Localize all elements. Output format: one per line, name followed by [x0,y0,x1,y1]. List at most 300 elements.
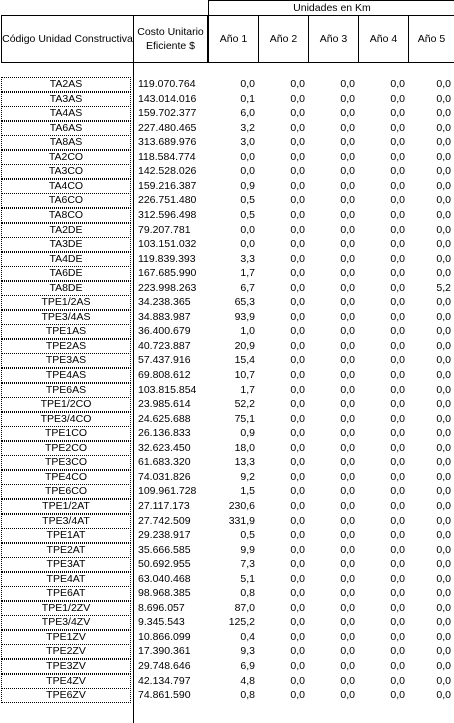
cell-year-1[interactable]: 10,7 [234,369,255,381]
cell-year-4[interactable]: 0,0 [390,630,405,643]
cell-year-4[interactable]: 0,0 [390,281,405,294]
cell-year-5[interactable]: 0,0 [436,383,451,396]
cell-year-3[interactable]: 0,0 [340,150,355,163]
cell-year-3[interactable]: 0,0 [340,601,355,614]
cell-code[interactable]: TPE3CO [1,455,131,470]
cell-cost[interactable]: 103.815.854 [138,383,197,396]
cell-year-3[interactable]: 0,0 [340,660,355,672]
cell-cost[interactable]: 118.584.774 [138,150,196,163]
cell-year-2[interactable]: 0,0 [290,616,305,629]
cell-year-3[interactable]: 0,0 [340,398,355,411]
cell-year-3[interactable]: 0,0 [340,369,355,381]
cell-year-1[interactable]: 6,0 [240,107,255,120]
cell-year-3[interactable]: 0,0 [340,383,355,396]
cell-code[interactable]: TPE4AS [1,368,131,383]
cell-code[interactable]: TPE2AS [1,339,131,354]
cell-year-2[interactable]: 0,0 [290,92,305,105]
cell-year-5[interactable]: 0,0 [436,78,451,90]
cell-year-2[interactable]: 0,0 [290,267,305,280]
cell-year-4[interactable]: 0,0 [390,529,405,542]
cell-year-5[interactable]: 0,0 [436,674,451,687]
cell-code[interactable]: TA3AS [1,92,131,107]
cell-year-1[interactable]: 1,0 [240,325,255,338]
cell-year-5[interactable]: 0,0 [436,267,451,280]
cell-year-2[interactable]: 0,0 [290,558,305,571]
cell-code[interactable]: TA6DE [1,266,131,281]
cell-year-5[interactable]: 0,0 [436,339,451,352]
cell-year-5[interactable]: 0,0 [436,398,451,411]
cell-year-2[interactable]: 0,0 [290,412,305,425]
cell-year-3[interactable]: 0,0 [340,310,355,323]
cell-year-4[interactable]: 0,0 [390,369,405,381]
cell-year-5[interactable]: 0,0 [436,456,451,469]
cell-year-5[interactable]: 0,0 [436,252,451,265]
cell-year-2[interactable]: 0,0 [290,150,305,163]
cell-cost[interactable]: 119.070.764 [138,78,196,90]
cell-year-1[interactable]: 20,9 [234,339,255,352]
cell-year-4[interactable]: 0,0 [390,572,405,585]
cell-year-4[interactable]: 0,0 [390,121,405,134]
cell-cost[interactable]: 42.134.797 [138,674,191,687]
cell-code[interactable]: TPE4AT [1,572,131,587]
cell-year-3[interactable]: 0,0 [340,165,355,178]
cell-year-5[interactable]: 0,0 [436,354,451,367]
cell-year-5[interactable]: 0,0 [436,514,451,527]
cell-year-3[interactable]: 0,0 [340,339,355,352]
cell-cost[interactable]: 40.723.887 [138,339,191,352]
cell-code[interactable]: TPE1CO [1,426,131,441]
cell-year-5[interactable]: 0,0 [436,136,451,149]
cell-year-5[interactable]: 0,0 [436,587,451,600]
cell-year-5[interactable]: 0,0 [436,499,451,512]
cell-year-3[interactable]: 0,0 [340,208,355,221]
cell-cost[interactable]: 63.040.468 [138,572,191,585]
cell-year-1[interactable]: 0,1 [240,92,255,105]
cell-year-3[interactable]: 0,0 [340,238,355,251]
cell-year-3[interactable]: 0,0 [340,354,355,367]
cell-year-5[interactable]: 0,0 [436,572,451,585]
cell-year-2[interactable]: 0,0 [290,107,305,120]
cell-year-2[interactable]: 0,0 [290,529,305,542]
cell-code[interactable]: TPE6AS [1,383,131,398]
cell-year-5[interactable]: 0,0 [436,529,451,542]
cell-year-4[interactable]: 0,0 [390,179,405,192]
cell-year-1[interactable]: 230,6 [228,499,255,512]
cell-code[interactable]: TPE1/2AS [1,295,131,310]
cell-year-1[interactable]: 0,5 [240,194,255,207]
cell-year-2[interactable]: 0,0 [290,587,305,600]
cell-year-1[interactable]: 0,8 [240,587,255,600]
cell-cost[interactable]: 79.207.781 [138,223,191,236]
cell-cost[interactable]: 159.216.387 [138,179,197,192]
cell-year-1[interactable]: 15,4 [234,354,255,367]
cell-year-1[interactable]: 0,0 [240,165,255,178]
cell-cost[interactable]: 312.596.498 [138,208,197,221]
cell-year-2[interactable]: 0,0 [290,310,305,323]
cell-year-3[interactable]: 0,0 [340,179,355,192]
cell-code[interactable]: TPE6AT [1,586,131,601]
cell-year-4[interactable]: 0,0 [390,238,405,251]
cell-year-2[interactable]: 0,0 [290,674,305,687]
cell-year-3[interactable]: 0,0 [340,78,355,90]
cell-year-1[interactable]: 331,9 [228,514,255,527]
cell-year-5[interactable]: 0,0 [436,165,451,178]
cell-year-2[interactable]: 0,0 [290,514,305,527]
cell-year-3[interactable]: 0,0 [340,572,355,585]
cell-cost[interactable]: 223.998.263 [138,281,197,294]
cell-year-1[interactable]: 0,8 [240,689,255,702]
cell-year-5[interactable]: 0,0 [436,412,451,425]
cell-cost[interactable]: 34.883.987 [138,310,191,323]
cell-cost[interactable]: 32.623.450 [138,441,191,454]
cell-year-3[interactable]: 0,0 [340,267,355,280]
cell-year-3[interactable]: 0,0 [340,252,355,265]
cell-year-3[interactable]: 0,0 [340,499,355,512]
cell-year-2[interactable]: 0,0 [290,223,305,236]
cell-year-2[interactable]: 0,0 [290,369,305,381]
cell-cost[interactable]: 103.151.032 [138,238,197,251]
cell-year-1[interactable]: 0,4 [240,630,255,643]
cell-year-4[interactable]: 0,0 [390,208,405,221]
cell-year-1[interactable]: 9,3 [240,645,255,658]
cell-year-2[interactable]: 0,0 [290,689,305,702]
cell-year-4[interactable]: 0,0 [390,223,405,236]
cell-code[interactable]: TA2CO [1,150,131,165]
cell-cost[interactable]: 57.437.916 [138,354,191,367]
cell-year-3[interactable]: 0,0 [340,689,355,702]
cell-year-3[interactable]: 0,0 [340,296,355,309]
cell-year-1[interactable]: 0,5 [240,208,255,221]
cell-cost[interactable]: 226.751.480 [138,194,197,207]
cell-year-1[interactable]: 1,5 [240,485,255,498]
cell-year-1[interactable]: 3,2 [240,121,255,134]
cell-year-3[interactable]: 0,0 [340,121,355,134]
cell-code[interactable]: TPE6ZV [1,688,131,703]
cell-year-5[interactable]: 0,0 [436,325,451,338]
cell-year-4[interactable]: 0,0 [390,136,405,149]
cell-year-1[interactable]: 1,7 [240,267,255,280]
cell-year-4[interactable]: 0,0 [390,194,405,207]
cell-cost[interactable]: 109.961.728 [138,485,197,498]
cell-year-1[interactable]: 75,1 [234,412,255,425]
cell-year-3[interactable]: 0,0 [340,194,355,207]
cell-year-2[interactable]: 0,0 [290,354,305,367]
cell-year-4[interactable]: 0,0 [390,689,405,702]
cell-year-2[interactable]: 0,0 [290,441,305,454]
cell-code[interactable]: TPE3/4AS [1,310,131,325]
cell-year-3[interactable]: 0,0 [340,325,355,338]
cell-year-4[interactable]: 0,0 [390,339,405,352]
cell-year-1[interactable]: 1,7 [240,383,255,396]
cell-year-2[interactable]: 0,0 [290,165,305,178]
cell-year-2[interactable]: 0,0 [290,136,305,149]
cell-year-4[interactable]: 0,0 [390,660,405,672]
cell-year-5[interactable]: 0,0 [436,223,451,236]
cell-cost[interactable]: 36.400.679 [138,325,191,338]
cell-year-5[interactable]: 0,0 [436,558,451,571]
cell-year-4[interactable]: 0,0 [390,616,405,629]
cell-year-5[interactable]: 0,0 [436,427,451,440]
cell-code[interactable]: TA8CO [1,208,131,223]
cell-year-5[interactable]: 0,0 [436,194,451,207]
cell-cost[interactable]: 313.689.976 [138,136,197,149]
cell-year-3[interactable]: 0,0 [340,281,355,294]
cell-cost[interactable]: 142.528.026 [138,165,197,178]
cell-cost[interactable]: 74.861.590 [138,689,191,702]
cell-year-3[interactable]: 0,0 [340,92,355,105]
cell-code[interactable]: TA4AS [1,106,131,121]
cell-code[interactable]: TPE1/2ZV [1,601,131,616]
cell-year-4[interactable]: 0,0 [390,78,405,90]
cell-year-1[interactable]: 0,0 [240,78,255,90]
cell-code[interactable]: TA8AS [1,135,131,150]
cell-cost[interactable]: 167.685.990 [138,267,197,280]
cell-cost[interactable]: 27.117.173 [138,499,190,512]
cell-year-5[interactable]: 0,0 [436,660,451,672]
cell-year-3[interactable]: 0,0 [340,558,355,571]
cell-cost[interactable]: 9.345.543 [138,616,185,629]
cell-year-5[interactable]: 0,0 [436,310,451,323]
cell-year-1[interactable]: 5,1 [240,572,255,585]
cell-year-4[interactable]: 0,0 [390,267,405,280]
cell-code[interactable]: TPE2AT [1,543,131,558]
cell-cost[interactable]: 74.031.826 [138,470,191,483]
cell-code[interactable]: TPE6CO [1,484,131,499]
cell-cost[interactable]: 17.390.361 [138,645,191,658]
cell-year-5[interactable]: 0,0 [436,441,451,454]
cell-code[interactable]: TPE3/4CO [1,412,131,427]
cell-code[interactable]: TA2AS [1,77,131,92]
cell-code[interactable]: TPE3AS [1,353,131,368]
cell-year-4[interactable]: 0,0 [390,558,405,571]
cell-year-3[interactable]: 0,0 [340,136,355,149]
cell-year-5[interactable]: 0,0 [436,543,451,556]
cell-cost[interactable]: 35.666.585 [138,543,191,556]
cell-year-4[interactable]: 0,0 [390,485,405,498]
cell-year-3[interactable]: 0,0 [340,470,355,483]
cell-cost[interactable]: 34.238.365 [138,296,191,309]
cell-year-2[interactable]: 0,0 [290,194,305,207]
cell-cost[interactable]: 29.238.917 [138,529,191,542]
cell-year-4[interactable]: 0,0 [390,107,405,120]
cell-code[interactable]: TA3DE [1,237,131,252]
cell-year-4[interactable]: 0,0 [390,427,405,440]
cell-year-5[interactable]: 0,0 [436,238,451,251]
cell-year-3[interactable]: 0,0 [340,616,355,629]
cell-year-1[interactable]: 52,2 [234,398,255,411]
cell-cost[interactable]: 119.839.393 [138,252,196,265]
cell-year-3[interactable]: 0,0 [340,630,355,643]
cell-year-3[interactable]: 0,0 [340,587,355,600]
cell-year-1[interactable]: 0,0 [240,150,255,163]
cell-cost[interactable]: 98.968.385 [138,587,191,600]
cell-year-4[interactable]: 0,0 [390,150,405,163]
cell-year-1[interactable]: 65,3 [234,296,255,309]
cell-cost[interactable]: 8.696.057 [138,601,185,614]
cell-year-5[interactable]: 0,0 [436,92,451,105]
cell-year-1[interactable]: 4,8 [240,674,255,687]
cell-year-2[interactable]: 0,0 [290,456,305,469]
cell-year-2[interactable]: 0,0 [290,427,305,440]
cell-code[interactable]: TPE4CO [1,470,131,485]
cell-year-5[interactable]: 0,0 [436,296,451,309]
cell-year-1[interactable]: 6,7 [240,281,255,294]
cell-code[interactable]: TA4CO [1,179,131,194]
cell-year-2[interactable]: 0,0 [290,543,305,556]
cell-year-1[interactable]: 7,3 [240,558,255,571]
cell-code[interactable]: TA4DE [1,252,131,267]
cell-cost[interactable]: 29.748.646 [138,660,191,672]
cell-year-4[interactable]: 0,0 [390,645,405,658]
cell-year-2[interactable]: 0,0 [290,470,305,483]
cell-year-4[interactable]: 0,0 [390,412,405,425]
cell-year-4[interactable]: 0,0 [390,601,405,614]
cell-year-1[interactable]: 87,0 [234,601,255,614]
cell-year-2[interactable]: 0,0 [290,645,305,658]
cell-year-4[interactable]: 0,0 [390,310,405,323]
cell-year-4[interactable]: 0,0 [390,165,405,178]
cell-year-5[interactable]: 0,0 [436,107,451,120]
cell-year-2[interactable]: 0,0 [290,398,305,411]
cell-year-4[interactable]: 0,0 [390,514,405,527]
cell-year-5[interactable]: 0,0 [436,369,451,381]
cell-year-1[interactable]: 0,5 [240,529,255,542]
cell-year-4[interactable]: 0,0 [390,543,405,556]
cell-year-5[interactable]: 5,2 [436,281,451,294]
cell-year-3[interactable]: 0,0 [340,441,355,454]
cell-year-1[interactable]: 93,9 [234,310,255,323]
cell-year-3[interactable]: 0,0 [340,456,355,469]
cell-cost[interactable]: 26.136.833 [138,427,191,440]
cell-year-1[interactable]: 9,9 [240,543,255,556]
cell-code[interactable]: TA6AS [1,121,131,136]
cell-year-1[interactable]: 0,0 [240,223,255,236]
cell-year-4[interactable]: 0,0 [390,441,405,454]
cell-code[interactable]: TPE3/4AT [1,514,131,529]
cell-year-4[interactable]: 0,0 [390,92,405,105]
cell-code[interactable]: TPE1/2CO [1,397,131,412]
cell-code[interactable]: TA8DE [1,281,131,296]
cell-year-3[interactable]: 0,0 [340,543,355,556]
cell-code[interactable]: TPE2CO [1,441,131,456]
cell-year-3[interactable]: 0,0 [340,427,355,440]
cell-cost[interactable]: 69.808.612 [138,369,191,381]
cell-year-4[interactable]: 0,0 [390,354,405,367]
cell-year-5[interactable]: 0,0 [436,485,451,498]
cell-code[interactable]: TA3CO [1,164,131,179]
cell-year-2[interactable]: 0,0 [290,630,305,643]
cell-year-2[interactable]: 0,0 [290,238,305,251]
cell-year-4[interactable]: 0,0 [390,383,405,396]
cell-cost[interactable]: 143.014.016 [138,92,197,105]
cell-year-4[interactable]: 0,0 [390,456,405,469]
cell-year-5[interactable]: 0,0 [436,470,451,483]
cell-year-2[interactable]: 0,0 [290,296,305,309]
cell-year-3[interactable]: 0,0 [340,485,355,498]
cell-year-5[interactable]: 0,0 [436,179,451,192]
cell-year-2[interactable]: 0,0 [290,208,305,221]
cell-code[interactable]: TPE3AT [1,557,131,572]
cell-code[interactable]: TA2DE [1,223,131,238]
cell-code[interactable]: TA6CO [1,193,131,208]
cell-year-2[interactable]: 0,0 [290,121,305,134]
cell-year-1[interactable]: 6,9 [240,660,255,672]
cell-cost[interactable]: 10.866.099 [138,630,191,643]
cell-cost[interactable]: 50.692.955 [138,558,191,571]
cell-year-1[interactable]: 13,3 [234,456,255,469]
cell-year-2[interactable]: 0,0 [290,281,305,294]
cell-year-5[interactable]: 0,0 [436,150,451,163]
cell-year-3[interactable]: 0,0 [340,412,355,425]
cell-year-4[interactable]: 0,0 [390,499,405,512]
cell-code[interactable]: TPE4ZV [1,674,131,689]
cell-cost[interactable]: 61.683.320 [138,456,191,469]
cell-cost[interactable]: 27.742.509 [138,514,191,527]
cell-year-2[interactable]: 0,0 [290,601,305,614]
cell-year-2[interactable]: 0,0 [290,179,305,192]
cell-year-2[interactable]: 0,0 [290,252,305,265]
cell-year-5[interactable]: 0,0 [436,630,451,643]
cell-year-1[interactable]: 0,9 [240,179,255,192]
cell-year-3[interactable]: 0,0 [340,107,355,120]
cell-year-3[interactable]: 0,0 [340,645,355,658]
cell-year-2[interactable]: 0,0 [290,325,305,338]
cell-year-3[interactable]: 0,0 [340,514,355,527]
cell-year-5[interactable]: 0,0 [436,689,451,702]
cell-year-1[interactable]: 3,0 [240,136,255,149]
cell-code[interactable]: TPE1AT [1,528,131,543]
cell-year-1[interactable]: 3,3 [240,252,255,265]
cell-cost[interactable]: 159.702.377 [138,107,197,120]
cell-year-4[interactable]: 0,0 [390,398,405,411]
cell-code[interactable]: TPE1/2AT [1,499,131,514]
cell-year-5[interactable]: 0,0 [436,121,451,134]
cell-cost[interactable]: 23.985.614 [138,398,191,411]
cell-year-3[interactable]: 0,0 [340,223,355,236]
cell-year-2[interactable]: 0,0 [290,485,305,498]
cell-code[interactable]: TPE1AS [1,324,131,339]
cell-year-2[interactable]: 0,0 [290,339,305,352]
cell-code[interactable]: TPE2ZV [1,644,131,659]
cell-year-1[interactable]: 18,0 [234,441,255,454]
cell-year-1[interactable]: 0,0 [240,238,255,251]
cell-year-2[interactable]: 0,0 [290,383,305,396]
cell-year-5[interactable]: 0,0 [436,616,451,629]
cell-year-4[interactable]: 0,0 [390,470,405,483]
cell-year-4[interactable]: 0,0 [390,252,405,265]
cell-year-5[interactable]: 0,0 [436,645,451,658]
cell-year-4[interactable]: 0,0 [390,674,405,687]
cell-cost[interactable]: 227.480.465 [138,121,197,134]
cell-year-2[interactable]: 0,0 [290,572,305,585]
cell-year-5[interactable]: 0,0 [436,208,451,221]
cell-year-4[interactable]: 0,0 [390,325,405,338]
cell-year-1[interactable]: 125,2 [228,616,255,629]
cell-year-2[interactable]: 0,0 [290,78,305,90]
cell-year-3[interactable]: 0,0 [340,674,355,687]
cell-code[interactable]: TPE1ZV [1,630,131,645]
cell-year-5[interactable]: 0,0 [436,601,451,614]
cell-year-4[interactable]: 0,0 [390,587,405,600]
cell-year-1[interactable]: 9,2 [240,470,255,483]
cell-year-4[interactable]: 0,0 [390,296,405,309]
cell-code[interactable]: TPE3ZV [1,659,131,674]
cell-year-2[interactable]: 0,0 [290,499,305,512]
cell-year-2[interactable]: 0,0 [290,660,305,672]
cell-year-1[interactable]: 0,9 [240,427,255,440]
cell-year-3[interactable]: 0,0 [340,529,355,542]
cell-cost[interactable]: 24.625.688 [138,412,191,425]
